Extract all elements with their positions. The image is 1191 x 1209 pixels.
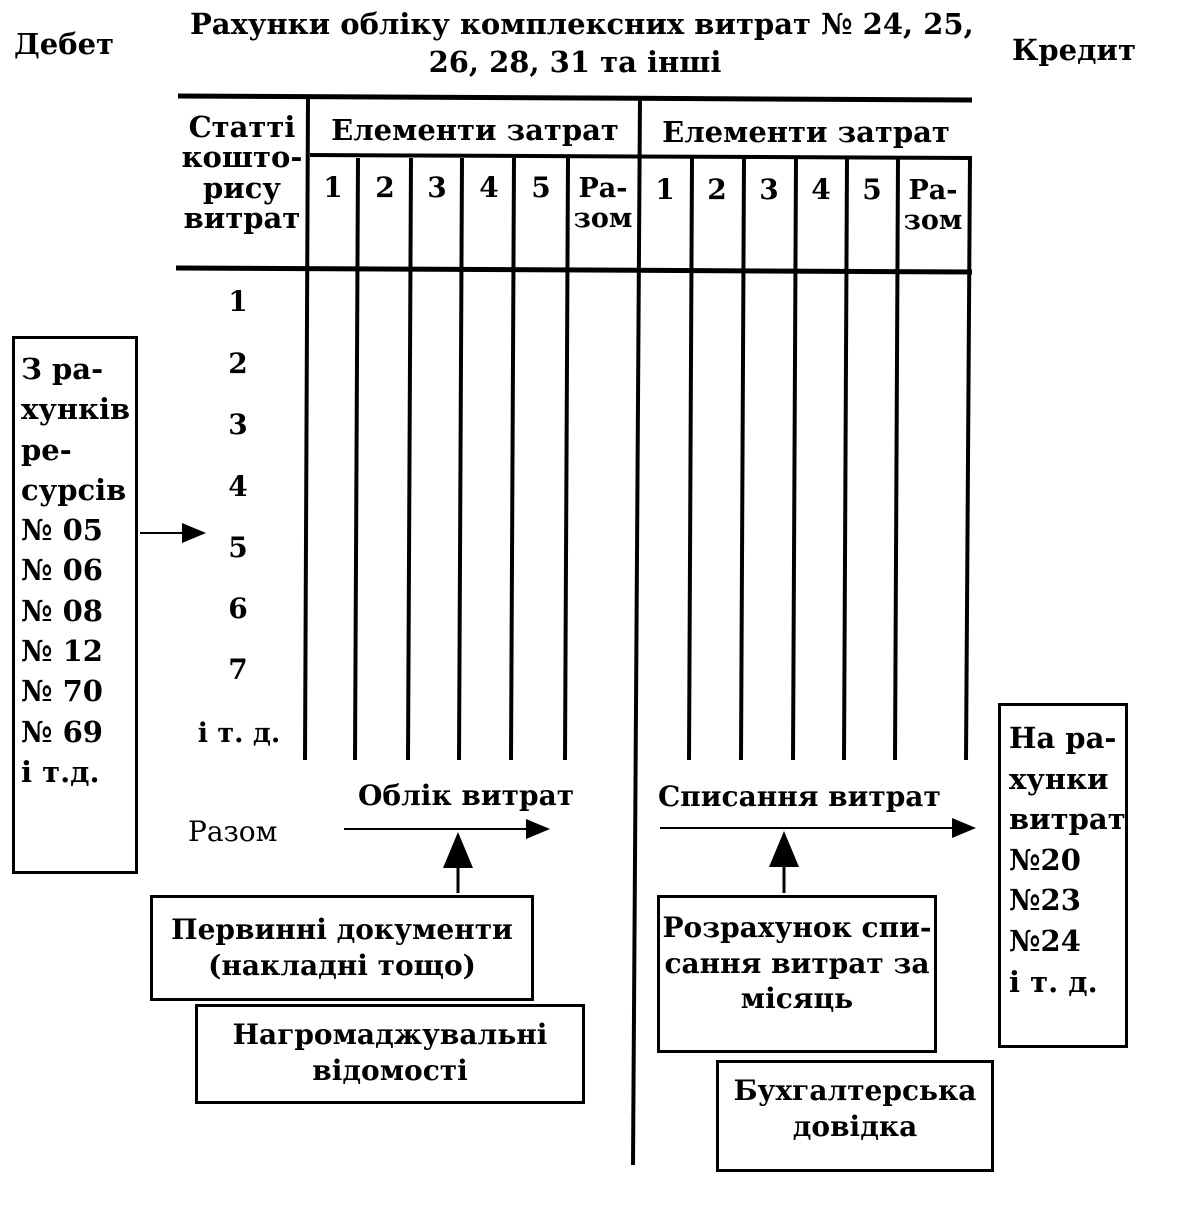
column-header: 2 [375,171,395,204]
cumulative-statements-text: Нагромаджувальні відомості [232,1018,548,1087]
row-label: 7 [228,653,248,686]
target-accounts-box [998,703,1128,1048]
column-line [689,158,692,760]
row-label-etc: і т. д. [197,718,281,749]
primary-documents-text: Первинні документи (накладні тощо) [171,913,513,982]
header-bottom-rule [176,268,972,272]
accounting-note-box [716,1060,994,1172]
column-header: 4 [479,171,499,204]
group-header-right: Елементи затрат [662,115,950,149]
column-line [844,158,847,760]
source-accounts-box [12,336,138,874]
column-line [459,158,462,760]
column-header-total: Ра- зом [573,173,633,234]
row-label: 1 [228,285,248,318]
column-header: 3 [427,171,447,204]
target-accounts-text: На ра- хунки витрат №20 №23 №24 і т. д. [1009,721,1126,999]
writeoff-flow-label: Списання витрат [658,780,941,813]
row-label: 3 [228,408,248,441]
column-header: 1 [655,173,675,206]
column-line [565,158,568,760]
debit-credit-divider [633,96,640,1165]
table-top-rule [178,96,972,100]
row-label: 4 [228,470,248,503]
row-header: Статті кошто- рису витрат [181,110,303,236]
writeoff-calculation-box [657,895,937,1053]
column-header: 3 [759,173,779,206]
group-header-left: Елементи затрат [331,113,619,147]
cumulative-statements-box [195,1004,585,1104]
column-line [793,158,796,760]
column-line [355,158,358,760]
column-header: 4 [811,173,831,206]
row-label: 5 [228,531,248,564]
primary-documents-box [150,895,534,1001]
accounting-flow-label: Облік витрат [358,779,575,812]
column-line [895,158,898,760]
debit-label: Дебет [14,27,114,61]
accounting-note-text: Бухгалтерська довідка [733,1074,977,1143]
credit-label: Кредит [1012,33,1136,67]
column-header: 2 [707,173,727,206]
diagram-title-line-2: 26, 28, 31 та інші [428,45,722,79]
row-label: 6 [228,592,248,625]
column-header-total: Ра- зом [903,175,963,236]
total-row-label: Разом [188,815,278,848]
column-line [741,158,744,760]
source-accounts-text: З ра- хунків ре- сурсів № 05 № 06 № 08 № 12 № 70 № 69 і т.д. [21,352,131,789]
column-header: 1 [323,171,343,204]
column-header: 5 [531,171,551,204]
column-line [511,158,514,760]
column-header: 5 [862,173,882,206]
row-label: 2 [228,347,248,380]
diagram-title-line-1: Рахунки обліку комплексних витрат № 24, 25, [190,7,974,41]
column-line [966,158,970,760]
column-line [408,158,411,760]
writeoff-calculation-text: Розрахунок спи- сання витрат за місяць [662,911,932,1016]
